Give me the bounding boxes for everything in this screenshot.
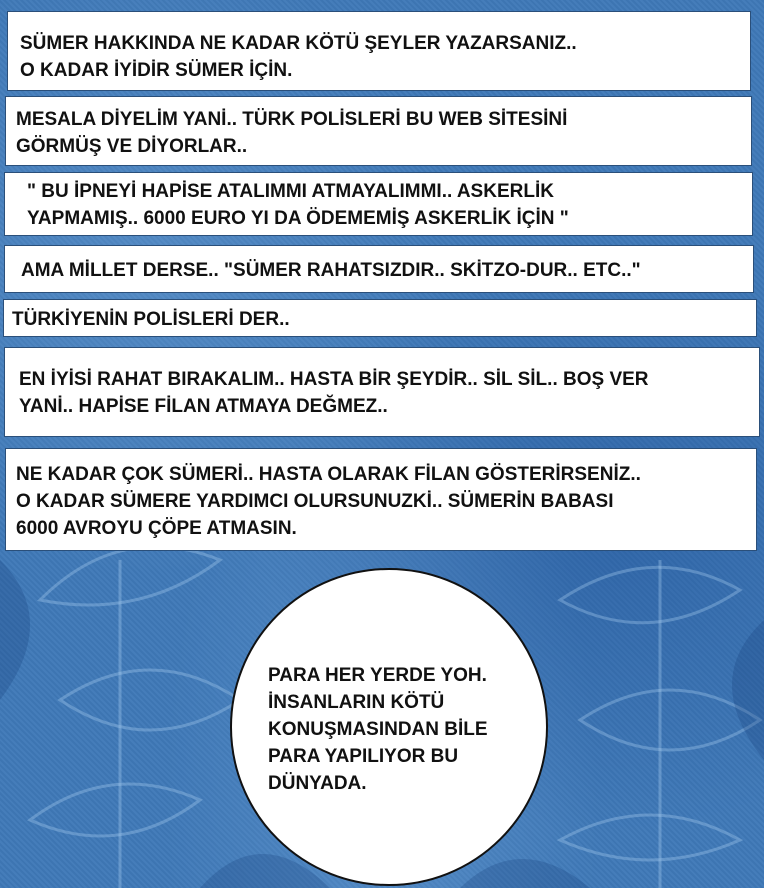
speech-circle-text: PARA HER YERDE YOH. İNSANLARIN KÖTÜ KONUŞMASINDAN BİLE PARA YAPILIYOR BU DÜNYADA.	[268, 665, 488, 794]
caption-box-2: MESALA DİYELİM YANİ.. TÜRK POLİSLERİ BU WEB SİTESİNİ GÖRMÜŞ VE DİYORLAR..	[5, 96, 752, 166]
caption-box-3: " BU İPNEYİ HAPİSE ATALIMMI ATMAYALIMMI.. ASKERLİK YAPMAMIŞ.. 6000 EURO YI DA ÖDEMEMİŞ ASKERLİK İÇİN "	[4, 172, 753, 236]
caption-box-7: NE KADAR ÇOK SÜMERİ.. HASTA OLARAK FİLAN GÖSTERİRSENİZ.. O KADAR SÜMERE YARDIMCI OLURSUNUZKİ.. SÜMERİN BABASI 6000 AVROYU ÇÖPE ATMASIN.	[5, 448, 757, 551]
speech-circle	[230, 568, 548, 886]
caption-box-1: SÜMER HAKKINDA NE KADAR KÖTÜ ŞEYLER YAZARSANIZ.. O KADAR İYİDİR SÜMER İÇİN.	[7, 11, 751, 91]
caption-box-6: EN İYİSİ RAHAT BIRAKALIM.. HASTA BİR ŞEYDİR.. SİL SİL.. BOŞ VER YANİ.. HAPİSE FİLAN ATMAYA DEĞMEZ..	[4, 347, 760, 437]
caption-box-5: TÜRKİYENİN POLİSLERİ DER..	[3, 299, 757, 337]
caption-box-4: AMA MİLLET DERSE.. "SÜMER RAHATSIZDIR.. SKİTZO-DUR.. ETC.."	[4, 245, 754, 293]
